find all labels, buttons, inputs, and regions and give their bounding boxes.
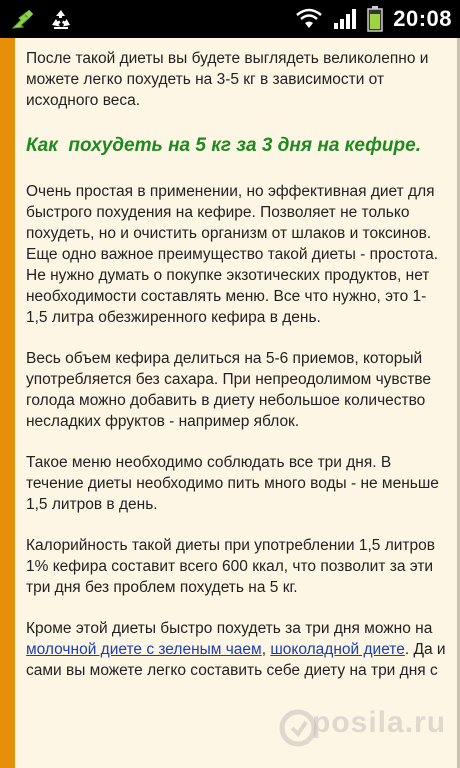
paragraph-5-start: Кроме этой диеты быстро похудеть за три дня можно на [26,620,433,637]
accent-side-bar [0,38,15,768]
article-content [26,38,446,701]
article-paragraph-1: Очень простая в применении, но эффективная диет для быстрого похудения на кефире. Позволяет не только похудеть, но и очистить организм от шлаков и токсинов. Еще одно важное преимущество такой диеты - простота. Не нужно думать о покупке экзотических продуктов, нет необходимости составлять меню. Все что нужно, это 1-1,5 литра обезжиренного кефира в день. [26,183,439,326]
signal-icon [333,8,357,30]
paragraph-5-end: . Да и сами вы можете легко составить себе диету на три дня с [26,641,446,679]
watermark-text: posila.ru [312,706,447,739]
recycle-icon [48,7,74,33]
article-intro: После такой диеты вы будете выглядеть великолепно и можете легко похудеть на 3-5 кг в зависимости от исходного веса. [26,50,429,109]
article-paragraph-2: Весь объем кефира делиться на 5-6 приемов, который употребляется без сахара. При непреодолимом чувстве голода можно добавить в диету небольшое количество несладких фруктов - например яблок. [26,350,432,430]
status-bar-system [295,0,452,38]
link-chocolate-diet[interactable]: шоколадной диете [270,641,405,658]
status-bar [0,0,460,38]
status-time: 20:08 [393,6,452,31]
usb-icon [10,8,36,32]
wifi-icon [295,8,323,30]
battery-icon [367,6,383,32]
link-milk-diet[interactable]: молочной диете с зеленым чаем [26,641,262,658]
article-paragraph-3: Такое меню необходимо соблюдать все три дня. В течение диеты необходимо пить много воды - не меньше 1,5 литров в день. [26,454,439,513]
paragraph-5-separator: , [261,641,271,658]
status-bar-notifications [10,7,74,33]
article-heading: Как похудеть на 5 кг за 3 дня на кефире. [26,135,421,156]
article-paragraph-4: Калорийность такой диеты при употреблении 1,5 литров 1% кефира составит всего 600 ккал, что позволит за эти три дня без проблем похудеть на 5 кг. [26,537,436,596]
article-paragraph-5 [26,618,446,681]
